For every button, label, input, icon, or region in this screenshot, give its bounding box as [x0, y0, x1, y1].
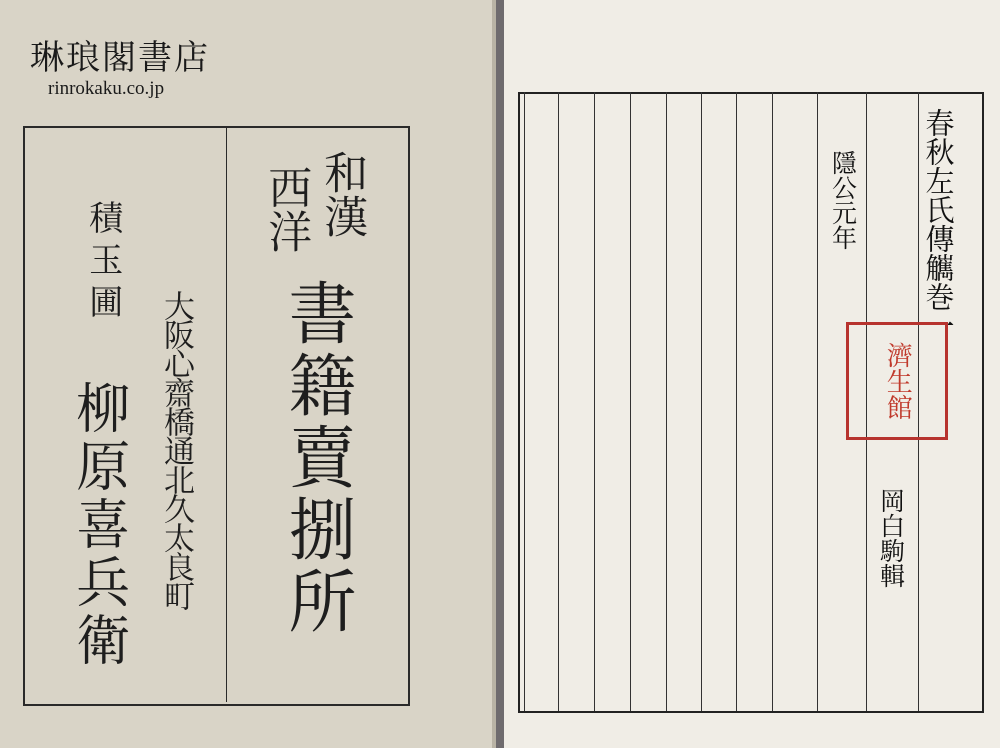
compiler: 岡白駒輯 — [876, 488, 906, 588]
address: 大阪心齋橋通北久太良町 — [158, 290, 194, 609]
label-divider — [226, 126, 227, 702]
shop-url[interactable]: rinrokaku.co.jp — [48, 78, 165, 99]
book-title: 春秋左氏傳觽巻一 — [921, 108, 956, 340]
shop-label: 積玉圃 — [82, 200, 123, 326]
shop-name: 琳琅閣書店 — [30, 38, 210, 78]
seal-text: 濟生館 — [882, 342, 913, 420]
column-rule-8 — [630, 92, 631, 711]
shop-title: 書籍賣捌所 — [277, 278, 356, 638]
column-rule-10 — [558, 92, 559, 711]
library-seal — [846, 322, 948, 440]
right-page — [504, 0, 1000, 748]
subtitle-wakan: 和漢 — [316, 150, 368, 238]
left-page — [0, 0, 496, 748]
column-rule-5 — [736, 92, 737, 711]
subtitle-seiyo: 西洋 — [260, 165, 312, 253]
column-rule-3 — [817, 92, 818, 711]
column-rule-4 — [772, 92, 773, 711]
column-rule-9 — [594, 92, 595, 711]
section-heading: 隱公元年 — [828, 150, 858, 250]
column-rule-7 — [666, 92, 667, 711]
column-rule-6 — [701, 92, 702, 711]
publisher-name: 柳原喜兵衛 — [67, 380, 131, 670]
column-rule-11 — [524, 92, 525, 711]
